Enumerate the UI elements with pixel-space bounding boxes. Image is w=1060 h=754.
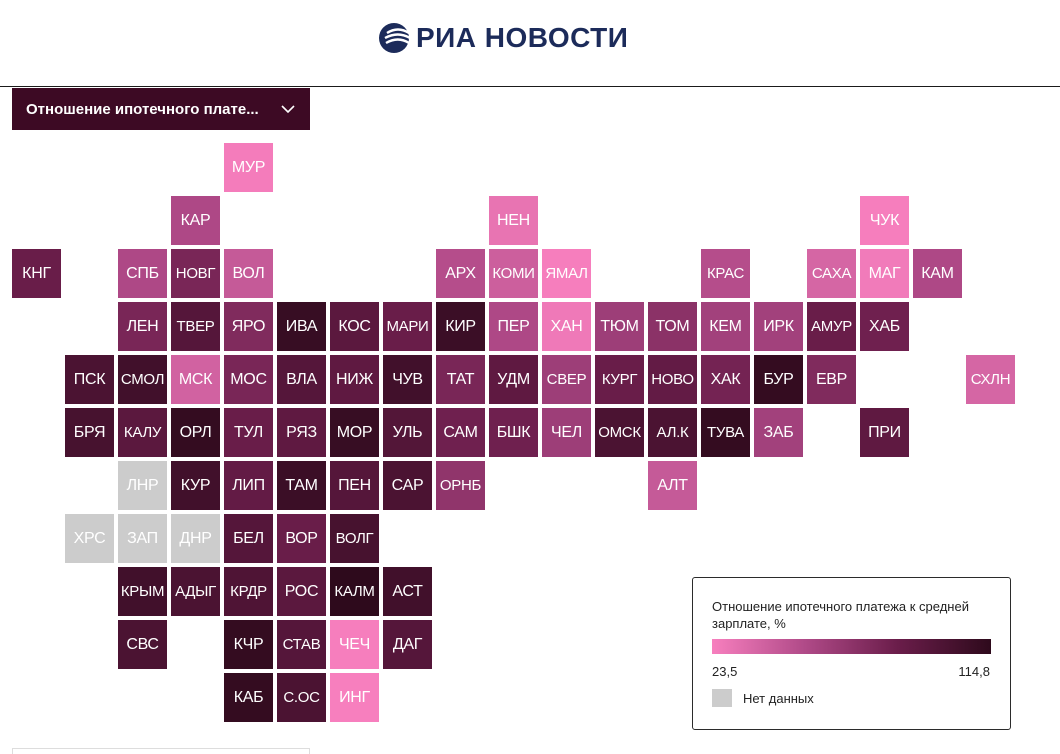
region-tile[interactable]: КУР <box>171 461 220 510</box>
region-tile[interactable]: ХАК <box>701 355 750 404</box>
region-tile[interactable]: КРДР <box>224 567 273 616</box>
region-tile[interactable]: ЯРО <box>224 302 273 351</box>
region-tile[interactable]: ДНР <box>171 514 220 563</box>
region-tile[interactable]: ЗАБ <box>754 408 803 457</box>
chevron-down-icon <box>280 101 296 117</box>
region-tile[interactable]: КАБ <box>224 673 273 722</box>
region-tile[interactable]: КЧР <box>224 620 273 669</box>
region-tile[interactable]: ИНГ <box>330 673 379 722</box>
region-tile[interactable]: САХА <box>807 249 856 298</box>
region-tile[interactable]: КОС <box>330 302 379 351</box>
region-tile[interactable]: АЛ.К <box>648 408 697 457</box>
dropdown-selected-label: Отношение ипотечного плате... <box>26 100 259 118</box>
ria-globe-icon <box>378 22 410 54</box>
region-tile[interactable]: САМ <box>436 408 485 457</box>
region-tile[interactable]: ЧЕЛ <box>542 408 591 457</box>
region-tile[interactable]: КЕМ <box>701 302 750 351</box>
region-tile[interactable]: ЛНР <box>118 461 167 510</box>
region-tile[interactable]: ТУЛ <box>224 408 273 457</box>
region-tile[interactable]: ВОЛГ <box>330 514 379 563</box>
region-tile[interactable]: ХАН <box>542 302 591 351</box>
region-tile[interactable]: КИР <box>436 302 485 351</box>
region-tile[interactable]: КРАС <box>701 249 750 298</box>
region-tile[interactable]: АСТ <box>383 567 432 616</box>
bottom-panel-edge <box>12 748 310 754</box>
region-tile[interactable]: БУР <box>754 355 803 404</box>
region-tile[interactable]: ТВЕР <box>171 302 220 351</box>
region-tile[interactable]: ПСК <box>65 355 114 404</box>
region-tile[interactable]: ВОР <box>277 514 326 563</box>
region-tile[interactable]: С.ОС <box>277 673 326 722</box>
region-tile[interactable]: АМУР <box>807 302 856 351</box>
legend-nodata-label: Нет данных <box>743 691 814 706</box>
region-tile[interactable]: ЕВР <box>807 355 856 404</box>
region-tile[interactable]: СВЕР <box>542 355 591 404</box>
region-tile[interactable]: КАР <box>171 196 220 245</box>
region-tile[interactable]: ВОЛ <box>224 249 273 298</box>
region-tile[interactable]: АЛТ <box>648 461 697 510</box>
region-tile[interactable]: БРЯ <box>65 408 114 457</box>
region-tile[interactable]: УДМ <box>489 355 538 404</box>
region-tile[interactable]: КНГ <box>12 249 61 298</box>
region-tile[interactable]: ЧЕЧ <box>330 620 379 669</box>
region-tile[interactable]: МАРИ <box>383 302 432 351</box>
legend-min-label: 23,5 <box>712 664 738 679</box>
region-tile[interactable]: ТАТ <box>436 355 485 404</box>
region-tile[interactable]: НОВО <box>648 355 697 404</box>
indicator-dropdown[interactable] <box>12 88 310 130</box>
legend-title: Отношение ипотечного платежа к средней зарплате, % <box>712 599 969 631</box>
legend-nodata-swatch <box>712 689 732 707</box>
region-tile[interactable]: СХЛН <box>966 355 1015 404</box>
region-tile[interactable]: КУРГ <box>595 355 644 404</box>
region-tile[interactable]: ИВА <box>277 302 326 351</box>
region-tile[interactable]: РЯЗ <box>277 408 326 457</box>
region-tile[interactable]: ОРЛ <box>171 408 220 457</box>
legend-gradient-bar <box>712 639 991 654</box>
region-tile[interactable]: МУР <box>224 143 273 192</box>
site-header <box>0 0 1060 87</box>
region-tile[interactable]: МАГ <box>860 249 909 298</box>
region-tile[interactable]: СВС <box>118 620 167 669</box>
region-tile[interactable]: ХАБ <box>860 302 909 351</box>
region-tile[interactable]: НЕН <box>489 196 538 245</box>
region-tile[interactable]: ТАМ <box>277 461 326 510</box>
region-tile[interactable]: БЕЛ <box>224 514 273 563</box>
region-tile[interactable]: ЧУК <box>860 196 909 245</box>
region-tile[interactable]: КАЛМ <box>330 567 379 616</box>
region-tile[interactable]: ПЕН <box>330 461 379 510</box>
region-tile[interactable]: ЗАП <box>118 514 167 563</box>
region-tile[interactable]: РОС <box>277 567 326 616</box>
region-tile[interactable]: ПЕР <box>489 302 538 351</box>
region-tile[interactable]: УЛЬ <box>383 408 432 457</box>
legend <box>692 577 1011 730</box>
region-tile[interactable]: НИЖ <box>330 355 379 404</box>
region-tile[interactable]: МСК <box>171 355 220 404</box>
region-tile[interactable]: ДАГ <box>383 620 432 669</box>
region-tile[interactable]: КОМИ <box>489 249 538 298</box>
region-tile[interactable]: ПРИ <box>860 408 909 457</box>
region-tile[interactable]: НОВГ <box>171 249 220 298</box>
region-tile[interactable]: ЛИП <box>224 461 273 510</box>
region-tile[interactable]: МОР <box>330 408 379 457</box>
region-tile[interactable]: СМОЛ <box>118 355 167 404</box>
region-tile[interactable]: АРХ <box>436 249 485 298</box>
region-tile[interactable]: БШК <box>489 408 538 457</box>
legend-max-label: 114,8 <box>958 664 990 679</box>
region-tile[interactable]: ХРС <box>65 514 114 563</box>
ria-logo[interactable] <box>378 20 628 56</box>
region-tile[interactable]: ОРНБ <box>436 461 485 510</box>
region-tile[interactable]: АДЫГ <box>171 567 220 616</box>
region-tile[interactable]: КАМ <box>913 249 962 298</box>
region-tile[interactable]: КАЛУ <box>118 408 167 457</box>
region-tile[interactable]: МОС <box>224 355 273 404</box>
region-tile[interactable]: САР <box>383 461 432 510</box>
region-tile[interactable]: ОМСК <box>595 408 644 457</box>
region-tile[interactable]: ТЮМ <box>595 302 644 351</box>
region-tile[interactable]: ЛЕН <box>118 302 167 351</box>
logo-text: РИА НОВОСТИ <box>416 22 629 53</box>
region-tile[interactable]: ТУВА <box>701 408 750 457</box>
region-tile[interactable]: ТОМ <box>648 302 697 351</box>
region-tile[interactable]: СПБ <box>118 249 167 298</box>
region-tile[interactable]: КРЫМ <box>118 567 167 616</box>
region-tile[interactable]: ИРК <box>754 302 803 351</box>
region-tile[interactable]: ЧУВ <box>383 355 432 404</box>
region-tile[interactable]: СТАВ <box>277 620 326 669</box>
region-tile[interactable]: ЯМАЛ <box>542 249 591 298</box>
region-tile[interactable]: ВЛА <box>277 355 326 404</box>
